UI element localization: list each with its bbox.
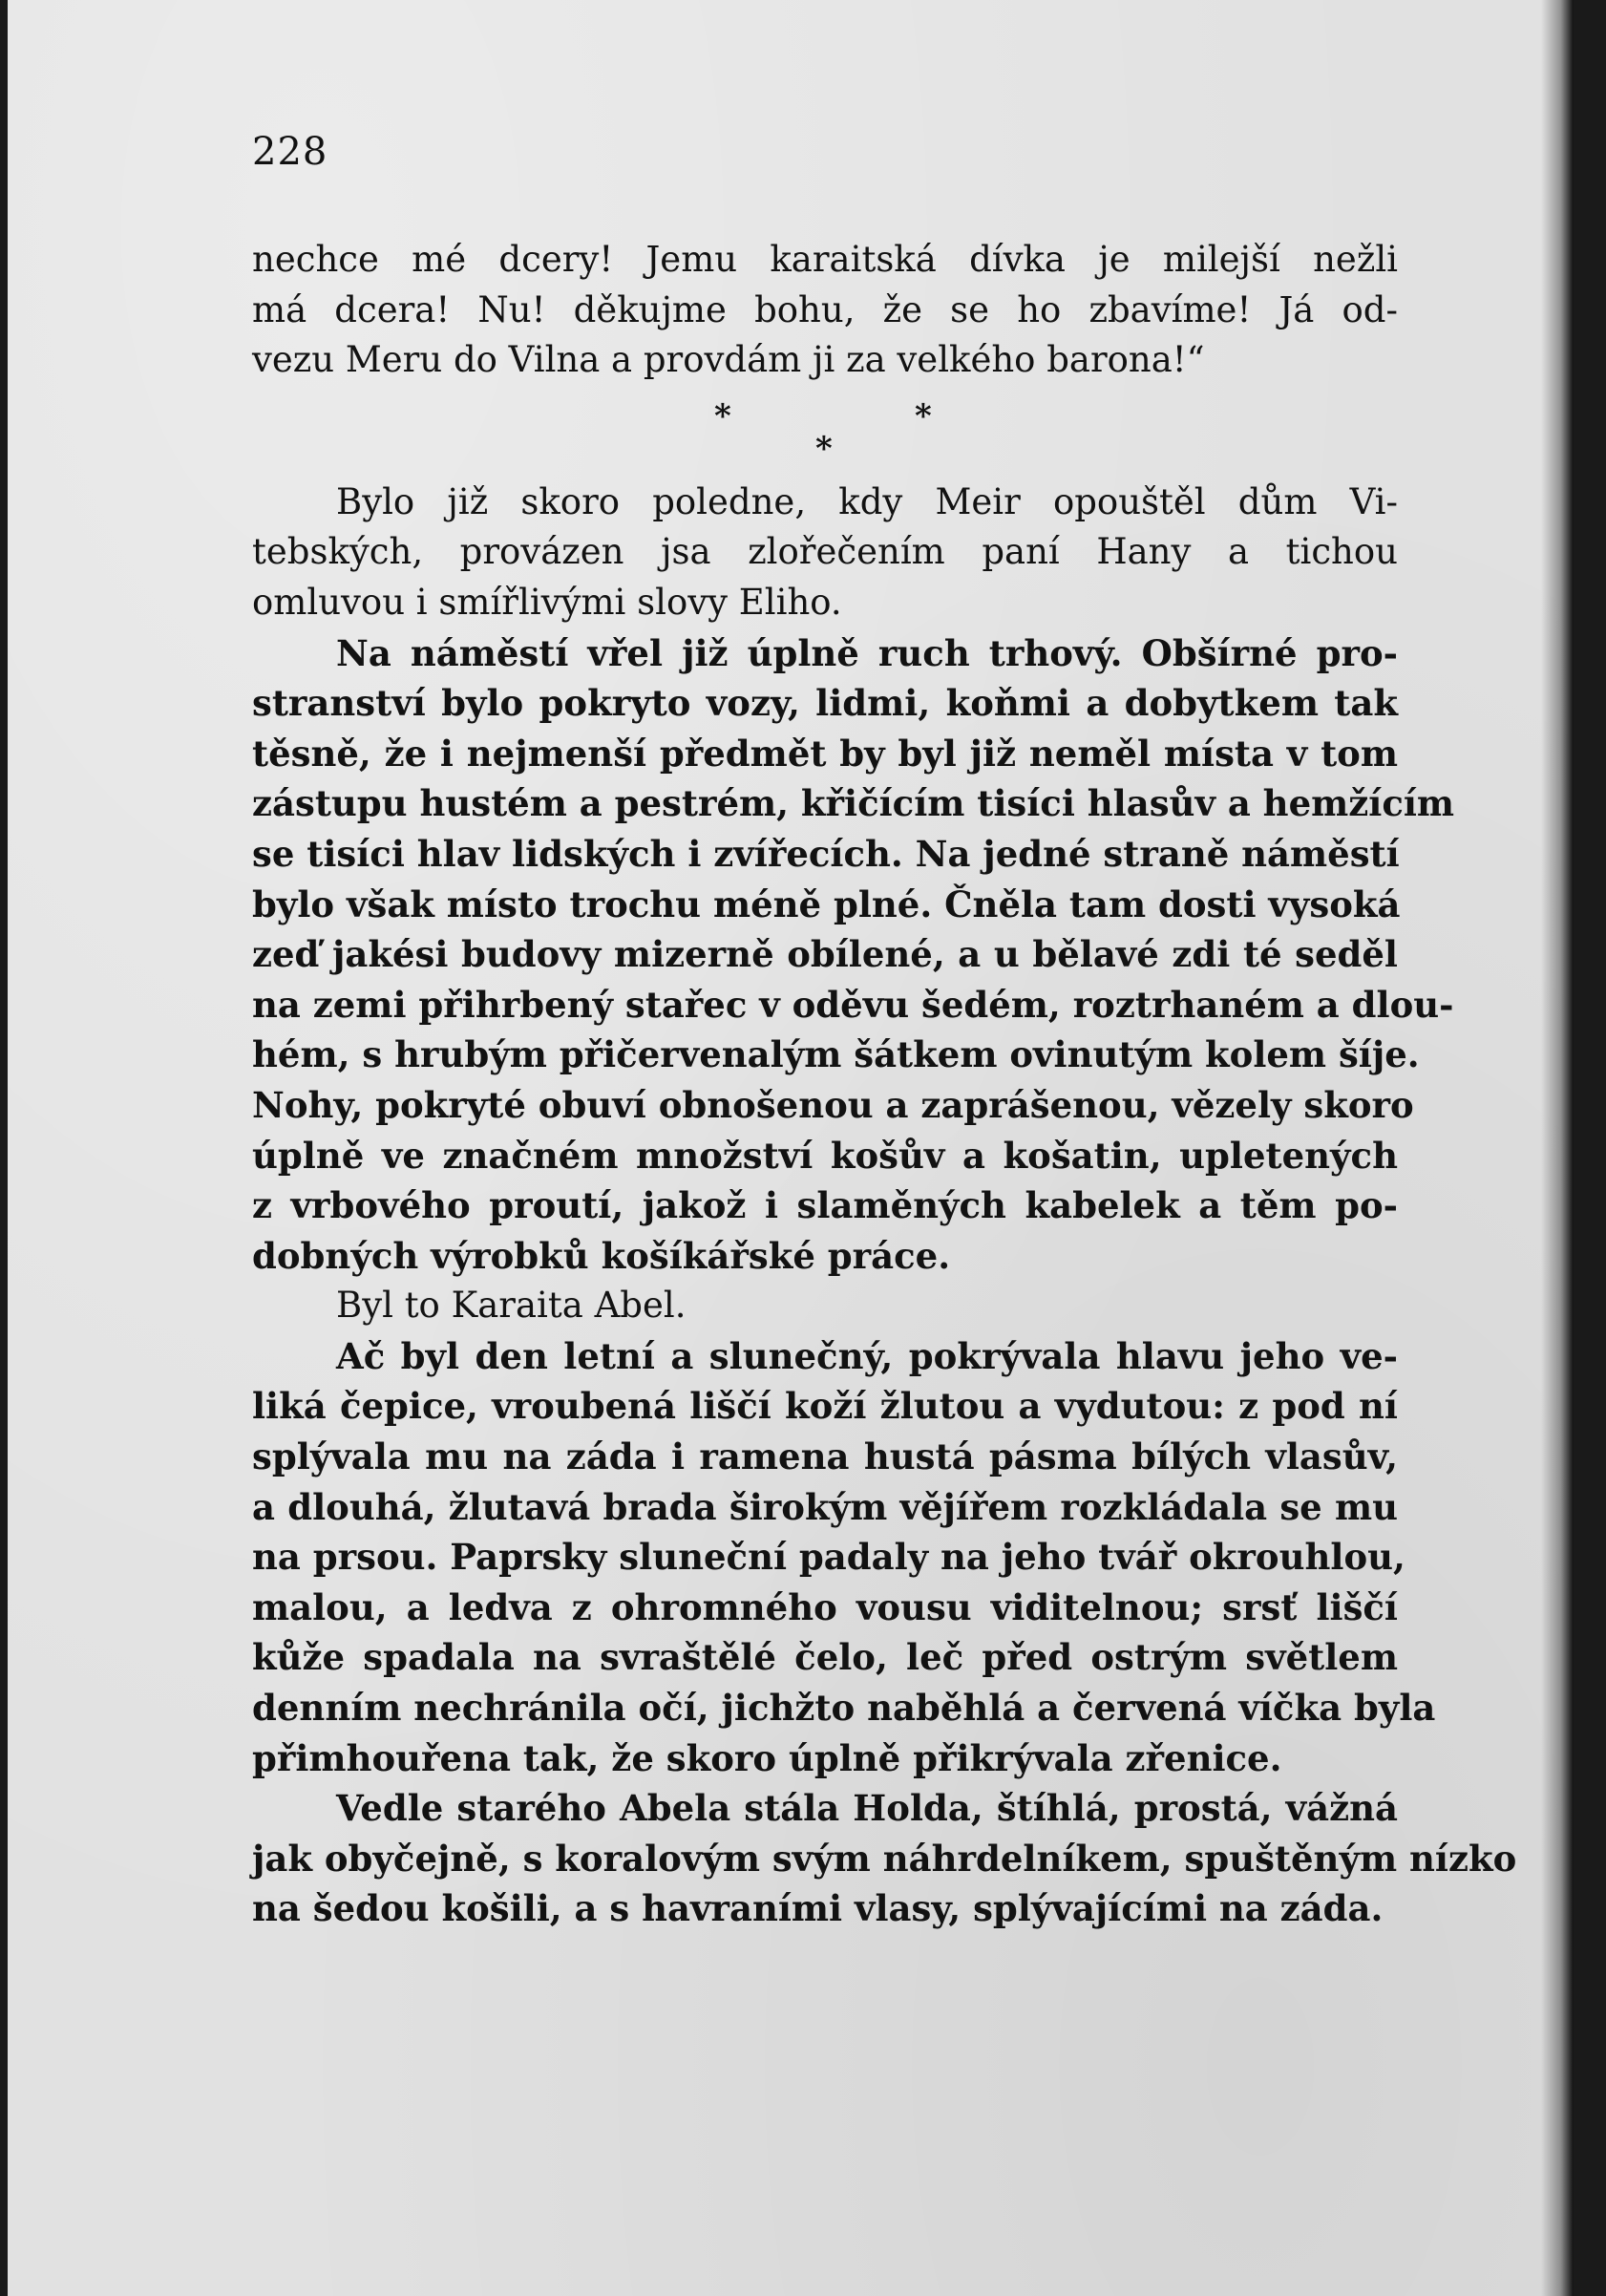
scanned-page	[8, 0, 1574, 2296]
text-line: z vrbového proutí, jakož i slaměných kabelek a těm po-	[252, 1184, 1398, 1227]
paragraph-4	[252, 1331, 1436, 1783]
text-line: bylo však místo trochu méně plné. Čněla tam dosti vysoká	[252, 882, 1401, 925]
section-separator	[252, 386, 1398, 478]
text-line: jak obyčejně, s koralovým svým náhrdelníkem, spuštěným nízko	[252, 1837, 1517, 1880]
text-line: zástupu hustém a pestrém, křičícím tisíci hlasův a hemžícím	[252, 782, 1455, 825]
paragraph-continuation	[252, 235, 1398, 386]
text-line: stranství bylo pokryto vozy, lidmi, koňmi a dobytkem tak	[252, 682, 1398, 725]
separator-star: *	[915, 396, 932, 436]
text-line: kůže spadala na svraštělé čelo, leč před ostrým světlem	[252, 1636, 1398, 1679]
paragraph-1	[252, 478, 1398, 628]
text-line: má dcera! Nu! děkujme bohu, že se ho zbavíme! Já od-	[252, 288, 1398, 330]
text-line: Nohy, pokryté obuví obnošenou a zaprášenou, vězely skoro	[252, 1083, 1414, 1126]
text-line: se tisíci hlav lidských i zvířecích. Na jedné straně náměstí	[252, 832, 1400, 875]
page-text	[252, 235, 1517, 1934]
text-line: Byl to Karaita Abel.	[336, 1285, 687, 1327]
text-line: a dlouhá, žlutavá brada širokým vějířem rozkládala se mu	[252, 1485, 1398, 1528]
paragraph-5	[252, 1783, 1517, 1934]
text-line: tebských, provázen jsa zlořečením paní Hany a tichou	[252, 531, 1398, 573]
text-line: přimhouřena tak, že skoro úplně přikrývala zřenice.	[252, 1736, 1282, 1779]
page-number: 228	[252, 130, 328, 174]
text-line: na prsou. Paprsky sluneční padaly na jeho tvář okrouhlou,	[252, 1536, 1405, 1579]
separator-star: *	[714, 396, 731, 436]
text-line: splývala mu na záda i ramena hustá pásma bílých vlasův,	[252, 1435, 1398, 1478]
separator-star: *	[815, 429, 833, 468]
text-line: dobných výrobků košíkářské práce.	[252, 1234, 951, 1277]
text-line: Bylo již skoro poledne, kdy Meir opouštěl dům Vi-	[336, 480, 1398, 522]
text-line: těsně, že i nejmenší předmět by byl již neměl místa v tom	[252, 732, 1398, 775]
text-line: liká čepice, vroubená liščí koží žlutou a vydutou: z pod ní	[252, 1385, 1398, 1428]
text-line: Ač byl den letní a slunečný, pokrývala hlavu jeho ve-	[336, 1334, 1398, 1377]
paragraph-3	[252, 1281, 1398, 1331]
text-line: Na náměstí vřel již úplně ruch trhový. Obšírné pro-	[336, 631, 1398, 674]
page-edge-shadow	[1541, 0, 1574, 2296]
text-line: na zemi přihrbený stařec v oděvu šedém, roztrhaném a dlou-	[252, 983, 1454, 1026]
text-line: na šedou košili, a s havraními vlasy, splývajícími na záda.	[252, 1887, 1384, 1930]
text-line: zeď jakési budovy mizerně obílené, a u bělavé zdi té seděl	[252, 933, 1398, 976]
text-line: Vedle starého Abela stála Holda, štíhlá, prostá, vážná	[336, 1787, 1398, 1830]
text-line: malou, a ledva z ohromného vousu viditelnou; srsť liščí	[252, 1585, 1398, 1628]
text-line: omluvou i smířlivými slovy Eliho.	[252, 581, 842, 623]
text-line: úplně ve značném množství košův a košatin, upletených	[252, 1134, 1398, 1177]
paragraph-2	[252, 628, 1455, 1282]
text-line: nechce mé dcery! Jemu karaitská dívka je milejší nežli	[252, 239, 1398, 280]
text-line: hém, s hrubým přičervenalým šátkem ovinutým kolem šíje.	[252, 1033, 1420, 1076]
text-line: vezu Meru do Vilna a provdám ji za velkého barona!“	[252, 339, 1205, 381]
text-line: denním nechránila očí, jichžto naběhlá a červená víčka byla	[252, 1687, 1436, 1730]
